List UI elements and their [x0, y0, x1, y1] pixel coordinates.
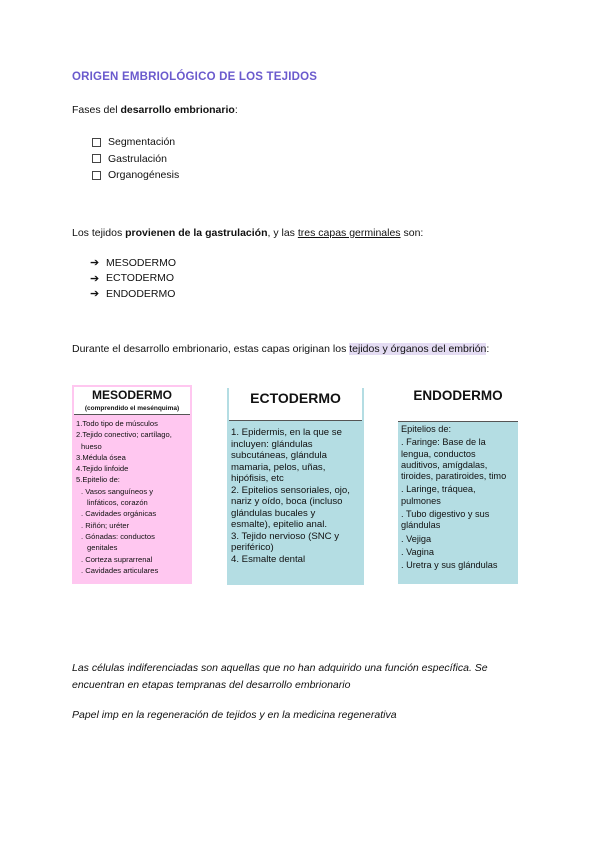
- list-item: periférico): [231, 542, 274, 553]
- list-item: pulmones: [401, 495, 441, 506]
- list-item: Epitelios de:: [401, 424, 452, 434]
- list-item: 1.Todo tipo de músculos: [76, 419, 158, 428]
- checkbox[interactable]: [92, 154, 101, 163]
- list-item: . Laringe, tráquea,: [401, 484, 476, 495]
- arrow-right-icon: ➔: [90, 272, 100, 285]
- phases-checklist: [92, 134, 179, 184]
- list-item: . Vagina: [401, 546, 435, 557]
- endodermo-list: [398, 422, 518, 572]
- list-item: glándulas bucales y: [231, 507, 316, 519]
- list-item: mamaria, pelos, uñas,: [231, 461, 326, 473]
- phase-item: Organogénesis: [92, 167, 179, 184]
- list-item: 2.Tejido conectivo; cartílago,: [76, 430, 172, 440]
- germ-layers-list: [90, 255, 176, 302]
- list-item: nariz y oído, boca (incluso: [231, 496, 343, 507]
- phases-intro: Fases del desarrollo embrionario:: [72, 104, 238, 116]
- endodermo-card: [398, 388, 518, 584]
- phase-item: Gastrulación: [92, 151, 179, 168]
- list-item: ➔ ECTODERMO: [90, 272, 175, 285]
- checkbox[interactable]: [92, 171, 101, 180]
- list-item: 3.Médula ósea: [76, 452, 126, 462]
- list-item: 1. Epidermis, en la que se: [231, 427, 342, 438]
- list-item: 5.Epitelio de:: [76, 475, 120, 485]
- list-item: . Tubo digestivo y sus: [401, 509, 490, 520]
- list-item: 2. Epitelios sensoriales, ojo,: [231, 484, 350, 496]
- list-item: hueso: [81, 441, 102, 451]
- ectodermo-card: [227, 388, 364, 585]
- list-item: . Cavidades articulares: [81, 565, 159, 575]
- ectodermo-list: [227, 421, 364, 565]
- list-item: linfáticos, corazón: [87, 498, 148, 508]
- list-item: . Gónadas: conductos: [81, 531, 155, 541]
- origin-intro: Durante el desarrollo embrionario, estas capas originan los tejidos y órganos del embrión:: [72, 343, 490, 355]
- list-item: auditivos, amígdalas,: [401, 459, 488, 470]
- list-item: esmalte), epitelio anal.: [231, 519, 327, 530]
- list-item: . Faringe: Base de la: [401, 437, 486, 448]
- list-item: 4.Tejido linfoide: [76, 464, 129, 474]
- mesodermo-card: [72, 385, 192, 584]
- list-item: . Cavidades orgánicas: [81, 509, 157, 519]
- arrow-right-icon: ➔: [90, 257, 100, 270]
- layers-intro: Los tejidos provienen de la gastrulación, y las tres capas germinales son:: [72, 227, 424, 239]
- list-item: lengua, conductos: [401, 448, 476, 459]
- list-item: tiroides, paratiroides, timo: [401, 471, 507, 482]
- list-item: glándulas: [401, 520, 441, 531]
- list-item: subcutáneas, glándula: [231, 450, 328, 461]
- list-item: 4. Esmalte dental: [231, 553, 306, 565]
- checkbox[interactable]: [92, 138, 101, 147]
- list-item: ➔ MESODERMO: [90, 256, 177, 270]
- list-item: hipófisis, etc: [231, 473, 284, 484]
- mesodermo-header: MESODERMO (comprendido el mesénquima): [74, 387, 190, 415]
- note-line: Las células indiferenciadas son aquellas que no han adquirido una función específica. Se: [72, 662, 488, 674]
- mesodermo-list: [72, 415, 192, 576]
- ectodermo-header: ECTODERMO: [229, 388, 362, 421]
- list-item: . Corteza suprarrenal: [81, 554, 153, 564]
- arrow-right-icon: ➔: [90, 288, 100, 301]
- note-line: Papel imp en la regeneración de tejidos y en la medicina regenerativa: [72, 709, 397, 721]
- list-item: . Uretra y sus glándulas: [401, 560, 498, 571]
- note-line: encuentran en etapas tempranas del desarrollo embrionario: [72, 679, 351, 691]
- list-item: ➔ ENDODERMO: [90, 287, 176, 301]
- list-item: . Riñón; uréter: [81, 520, 130, 530]
- list-item: . Vasos sanguíneos y: [81, 486, 154, 496]
- endodermo-header: ENDODERMO: [398, 388, 518, 422]
- list-item: 3. Tejido nervioso (SNC y: [231, 530, 340, 542]
- list-item: incluyen: glándulas: [231, 438, 313, 450]
- page-title: ORIGEN EMBRIOLÓGICO DE LOS TEJIDOS: [72, 71, 318, 83]
- list-item: . Vejiga: [401, 533, 432, 544]
- list-item: genitales: [87, 543, 118, 553]
- note-paragraph: [72, 660, 488, 694]
- phase-item: Segmentación: [92, 134, 179, 151]
